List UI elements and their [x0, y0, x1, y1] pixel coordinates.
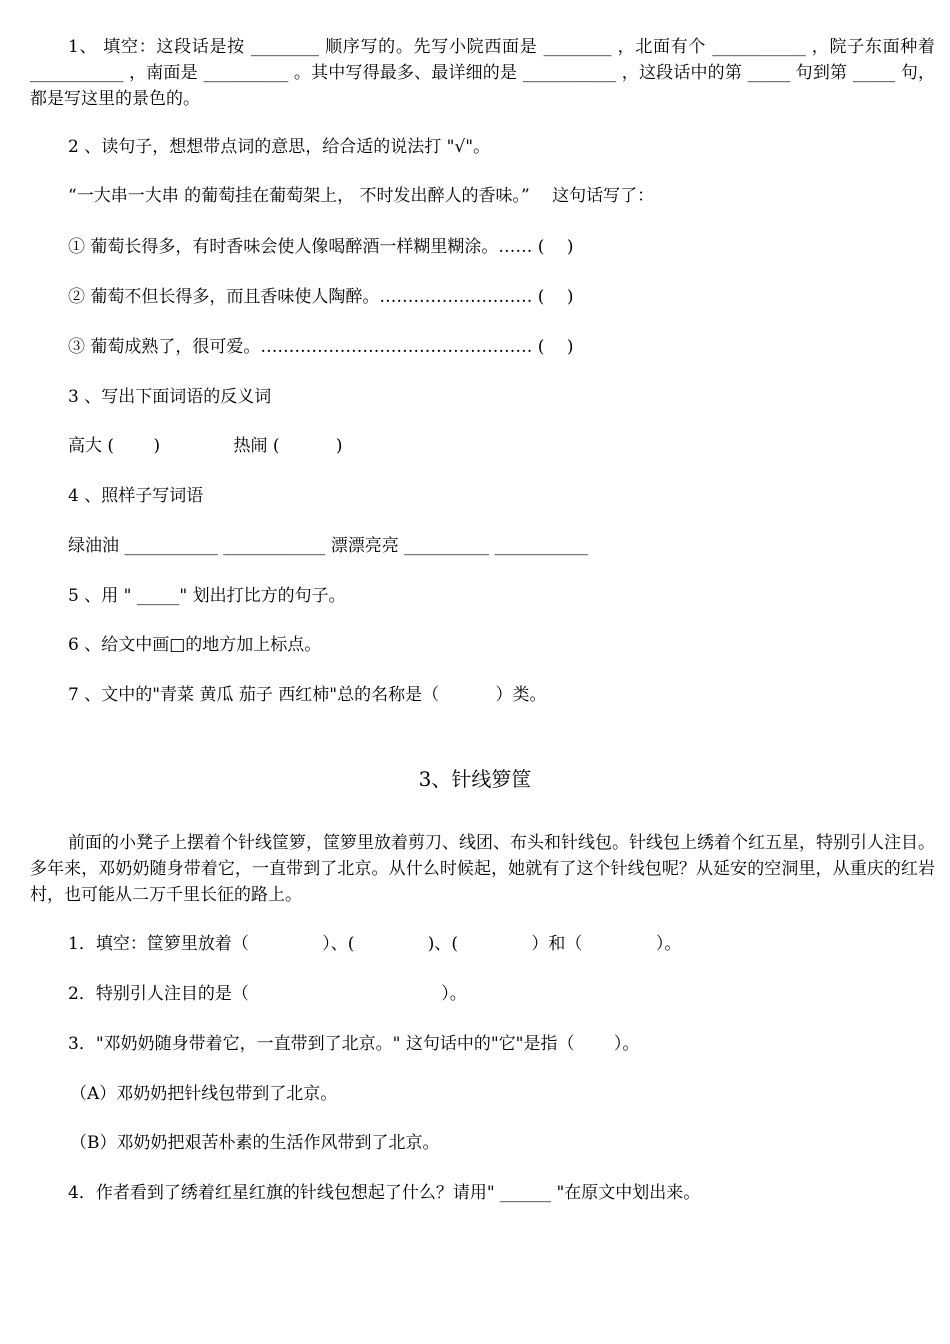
section-3-question-2: 2．特别引人注目的是（ ）。: [68, 984, 467, 1004]
question-4-answer-line: 绿油油 ___________ ____________ 漂漂亮亮 __________ ___________: [68, 536, 589, 556]
section-3-question-3-option-a: （A）邓奶奶把针线包带到了北京。: [70, 1084, 338, 1104]
section-3-passage: 前面的小凳子上摆着个针线筐箩，筐箩里放着剪刀、线团、布头和针线包。针线包上绣着个红五星，特别引人注目。多年来，邓奶奶随身带着它，一直带到了北京。从什么时候起，她就有了这个针线包呢？从延安的空洞里，从重庆的红岩村，也可能从二万千里长征的路上。: [30, 833, 935, 905]
question-6: 6 、给文中画□的地方加上标点。: [68, 635, 322, 655]
question-2-option-3: ③ 葡萄成熟了，很可爱。………………………………………… ( ): [68, 337, 574, 357]
question-1-fill-blanks: 1、 填空：这段话是按 ________ 顺序写的。先写小院西面是 ________ ，北面有个 ___________ ，院子东面种着 ___________ ，南面是 __________ 。其中写得最多、最详细的是 ___________ ，这段话中的第 _____ 句到第 _____ 句，都是写这里的景色的。: [30, 37, 935, 109]
section-3-question-1: 1．填空：筐箩里放着（ ）、( )、( ）和（ ）。: [68, 934, 682, 954]
question-2-option-2: ② 葡萄不但长得多，而且香味使人陶醉。……………………… ( ): [68, 287, 574, 307]
question-2-prompt: 2 、读句子，想想带点词的意思，给合适的说法打 "√"。: [68, 137, 491, 157]
question-2-option-1: ① 葡萄长得多，有时香味会使人像喝醉酒一样糊里糊涂。…… ( ): [68, 237, 574, 257]
question-4-prompt: 4 、照样子写词语: [68, 486, 204, 506]
section-3-title: 3、针线箩筐: [418, 767, 532, 791]
question-5: 5 、用 " _____" 划出打比方的句子。: [68, 586, 346, 606]
question-2-quote: “一大串一大串 的葡萄挂在葡萄架上， 不时发出醉人的香味。” 这句话写了：: [68, 186, 655, 206]
section-3-question-3-option-b: （B）邓奶奶把艰苦朴素的生活作风带到了北京。: [70, 1133, 440, 1153]
question-3-answer-line: 高大 ( ) 热闹 ( ): [68, 436, 343, 456]
question-7: 7 、文中的"青菜 黄瓜 茄子 西红柿"总的名称是（ ）类。: [68, 685, 547, 705]
section-3-question-3: 3．"邓奶奶随身带着它，一直带到了北京。" 这句话中的"它"是指（ ）。: [68, 1034, 640, 1054]
section-3-question-4: 4．作者看到了绣着红星红旗的针线包想起了什么？请用" ______ "在原文中划出来。: [68, 1183, 701, 1203]
question-3-prompt: 3 、写出下面词语的反义词: [68, 387, 272, 407]
